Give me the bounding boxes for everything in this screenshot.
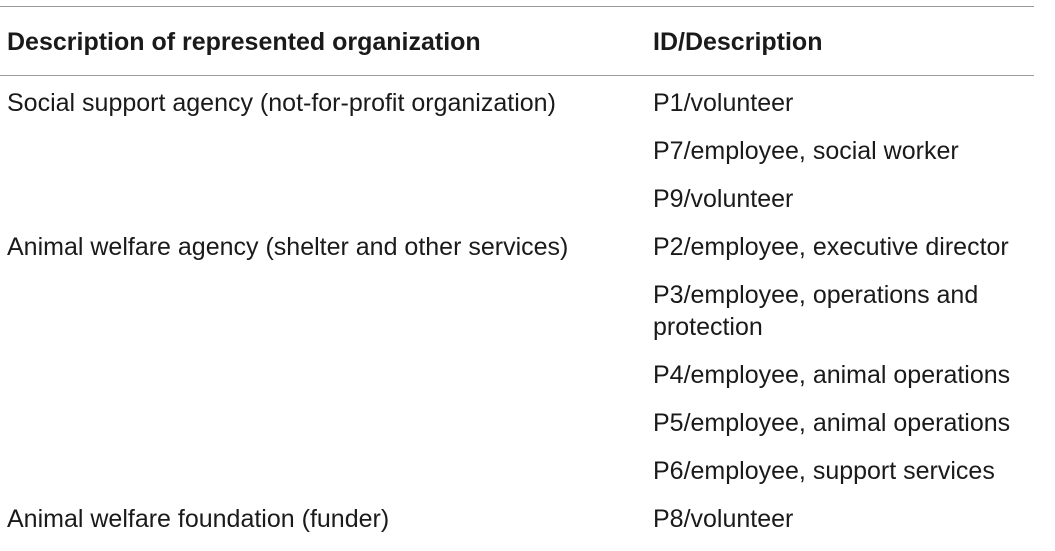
id-description-cell: P2/employee, executive director — [653, 233, 1009, 261]
organization-cell — [0, 279, 646, 359]
header-id-description: ID/Description — [653, 28, 823, 56]
organization-cell — [0, 455, 646, 503]
organization-cell — [0, 359, 646, 407]
table-row — [0, 135, 1055, 183]
table-row — [0, 279, 1055, 359]
organization-cell — [0, 135, 646, 183]
organization-cell: Animal welfare agency (shelter and other services) — [7, 233, 569, 261]
id-description-cell: P7/employee, social worker — [653, 137, 959, 165]
participants-table — [0, 24, 1055, 551]
id-description-cell: P5/employee, animal operations — [653, 409, 1011, 437]
table-row — [0, 359, 1055, 407]
top-rule — [0, 6, 1034, 7]
organization-cell: Social support agency (not-for-profit organization) — [7, 89, 556, 117]
header-row — [0, 24, 1055, 75]
table-row — [0, 75, 1055, 135]
id-description-cell: P9/volunteer — [653, 185, 794, 213]
table-row — [0, 183, 1055, 231]
organization-cell: Animal welfare foundation (funder) — [7, 505, 390, 533]
id-description-cell: P3/employee, operations and protection — [653, 281, 979, 341]
table-row — [0, 455, 1055, 503]
table-row — [0, 503, 1055, 551]
table-row — [0, 231, 1055, 279]
id-description-cell: P4/employee, animal operations — [653, 361, 1011, 389]
table-header — [0, 24, 1055, 75]
table-body — [0, 75, 1055, 551]
id-description-cell: P6/employee, support services — [653, 457, 995, 485]
id-description-cell: P8/volunteer — [653, 505, 794, 533]
header-organization: Description of represented organization — [7, 28, 481, 56]
id-description-cell: P1/volunteer — [653, 89, 794, 117]
organization-cell — [0, 407, 646, 455]
table-row — [0, 407, 1055, 455]
organization-cell — [0, 183, 646, 231]
